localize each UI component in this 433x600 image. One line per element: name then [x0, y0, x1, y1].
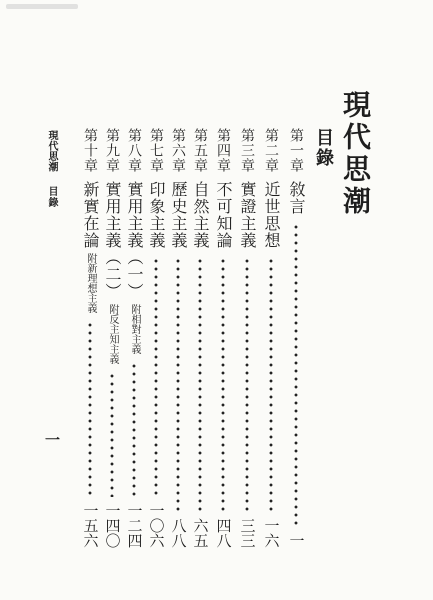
running-header-section: 目錄 [46, 186, 57, 208]
page-number: 四八 [214, 518, 233, 548]
dot-leader [269, 257, 273, 512]
toc-entry-chapter-5 [190, 128, 210, 548]
dot-leader [88, 321, 92, 497]
dot-leader [294, 223, 298, 527]
toc-entry-chapter-1 [286, 128, 306, 548]
chapter-number: 第三章 [239, 128, 255, 173]
chapter-title: 新實在論 [81, 181, 100, 249]
toc-entry-chapter-6 [168, 128, 188, 548]
page-number: 八八 [169, 518, 188, 548]
chapter-title: 敘言 [287, 181, 306, 215]
dot-leader [132, 362, 136, 497]
page-number: 一 [287, 533, 306, 548]
folio-page-number: 一 [43, 432, 61, 447]
toc-entry-chapter-3 [237, 128, 257, 548]
chapter-title: 實用主義（一） [125, 181, 144, 300]
book-title: 現代思潮 [339, 90, 372, 218]
page-number: 六五 [191, 518, 210, 548]
chapter-number: 第一章 [288, 128, 304, 173]
toc-entry-chapter-4 [213, 128, 233, 548]
chapter-number: 第六章 [170, 128, 186, 173]
running-header [43, 130, 59, 208]
page-number: 三三 [238, 518, 257, 548]
chapter-number: 第五章 [192, 128, 208, 173]
chapter-number: 第九章 [104, 128, 120, 173]
toc-entry-chapter-8 [124, 128, 144, 548]
dot-leader [221, 257, 225, 512]
page-number: 一四〇 [103, 503, 122, 548]
chapter-title: 近世思想 [262, 181, 281, 249]
dot-leader [154, 257, 158, 497]
running-header-title: 現代思潮 [46, 130, 57, 172]
page-number: 一〇六 [147, 503, 166, 548]
chapter-number: 第四章 [215, 128, 231, 173]
dot-leader [110, 372, 114, 497]
chapter-number: 第八章 [126, 128, 142, 173]
chapter-title: 自然主義 [191, 181, 210, 249]
chapter-appendix-note: 附反主知主義 [107, 304, 118, 364]
chapter-appendix-note: 附相對主義 [129, 304, 140, 354]
dot-leader [245, 257, 249, 512]
chapter-number: 第七章 [148, 128, 164, 173]
toc-entry-chapter-10 [80, 128, 100, 548]
dot-leader [198, 257, 202, 512]
library-watermark [6, 4, 78, 9]
page-number: 一二四 [125, 503, 144, 548]
dot-leader [176, 257, 180, 512]
page-number: 一六 [262, 518, 281, 548]
toc-entry-chapter-9 [102, 128, 122, 548]
chapter-title: 印象主義 [147, 181, 166, 249]
toc-entry-chapter-7 [146, 128, 166, 548]
chapter-number: 第二章 [263, 128, 279, 173]
chapter-title: 實證主義 [238, 181, 257, 249]
page-number: 一五六 [81, 503, 100, 548]
chapter-title: 實用主義（二） [103, 181, 122, 300]
chapter-title: 歷史主義 [169, 181, 188, 249]
chapter-appendix-note: 附新理想主義 [85, 253, 96, 313]
chapter-title: 不可知論 [214, 181, 233, 249]
chapter-number: 第十章 [82, 128, 98, 173]
toc-heading: 目錄 [313, 128, 334, 168]
toc-entry-chapter-2 [261, 128, 281, 548]
